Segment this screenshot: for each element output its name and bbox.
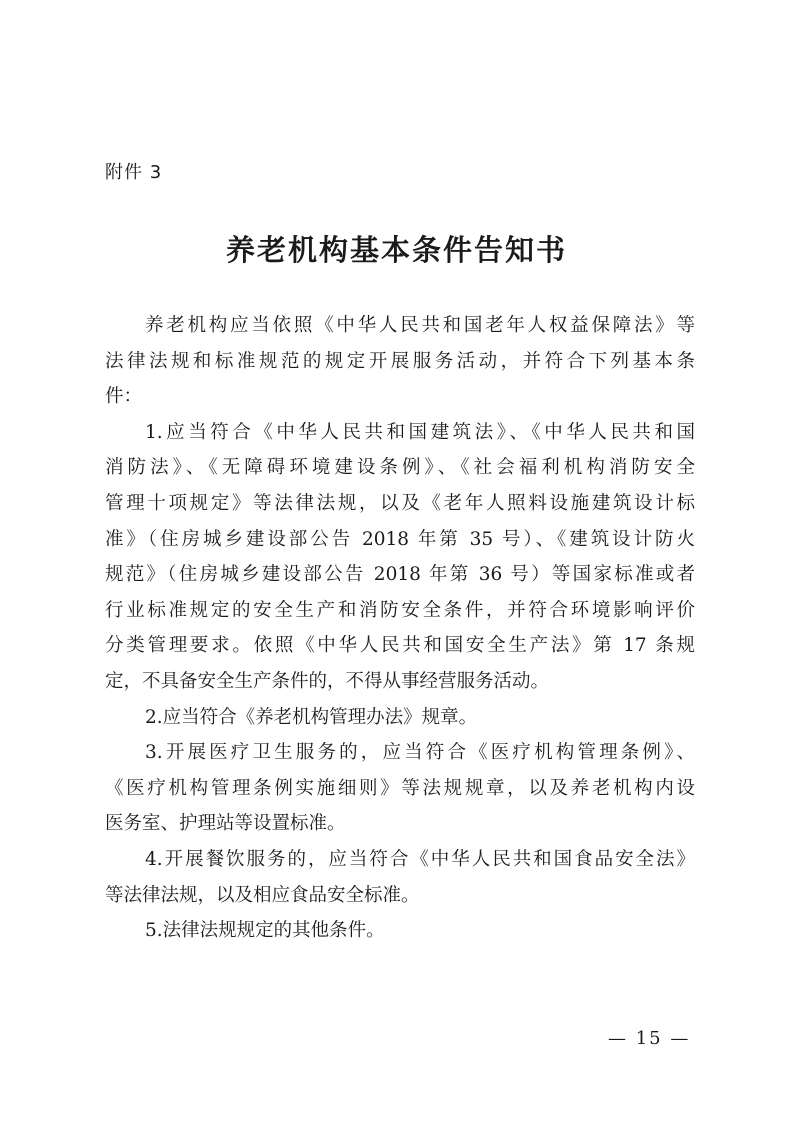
paragraph-line: 4.开展餐饮服务的，应当符合《中华人民共和国食品安全法》 — [145, 848, 695, 870]
paragraph-line: 行业标准规定的安全生产和消防安全条件，并符合环境影响评价 — [105, 599, 695, 621]
paragraph-line: 等法律法规，以及相应食品安全标准。 — [105, 884, 420, 906]
paragraph-line: 医务室、护理站等设置标准。 — [105, 813, 346, 835]
document-title: 养老机构基本条件告知书 — [225, 233, 567, 267]
paragraph-line: 准》（住房城乡建设部公告 2018 年第 35 号）、《建筑设计防火 — [105, 528, 695, 550]
paragraph-line: 定，不具备安全生产条件的，不得从事经营服务活动。 — [105, 670, 550, 692]
paragraph-line: 1.应当符合《中华人民共和国建筑法》、《中华人民共和国 — [145, 421, 695, 443]
document-body — [105, 308, 695, 949]
paragraph-line: 《医疗机构管理条例实施细则》等法规规章，以及养老机构内设 — [105, 777, 695, 799]
paragraph-line: 养老机构应当依照《中华人民共和国老年人权益保障法》等 — [145, 315, 695, 336]
attachment-label: 附件 3 — [105, 162, 163, 183]
paragraph-line: 件： — [105, 386, 143, 408]
paragraph-line: 5.法律法规规定的其他条件。 — [145, 920, 385, 942]
paragraph-line: 规范》（住房城乡建设部公告 2018 年第 36 号）等国家标准或者 — [105, 564, 695, 586]
paragraph-line: 管理十项规定》等法律法规，以及《老年人照料设施建筑设计标 — [105, 492, 695, 514]
page-number: — 15 — — [608, 1028, 691, 1049]
paragraph-line: 法律法规和标准规范的规定开展服务活动，并符合下列基本条 — [105, 350, 695, 372]
paragraph-line: 分类管理要求。依照《中华人民共和国安全生产法》第 17 条规 — [105, 635, 695, 657]
paragraph-line: 消防法》、《无障碍环境建设条例》、《社会福利机构消防安全 — [105, 457, 695, 479]
paragraph-line: 3.开展医疗卫生服务的，应当符合《医疗机构管理条例》、 — [145, 742, 695, 764]
paragraph-line: 2.应当符合《养老机构管理办法》规章。 — [145, 706, 478, 728]
